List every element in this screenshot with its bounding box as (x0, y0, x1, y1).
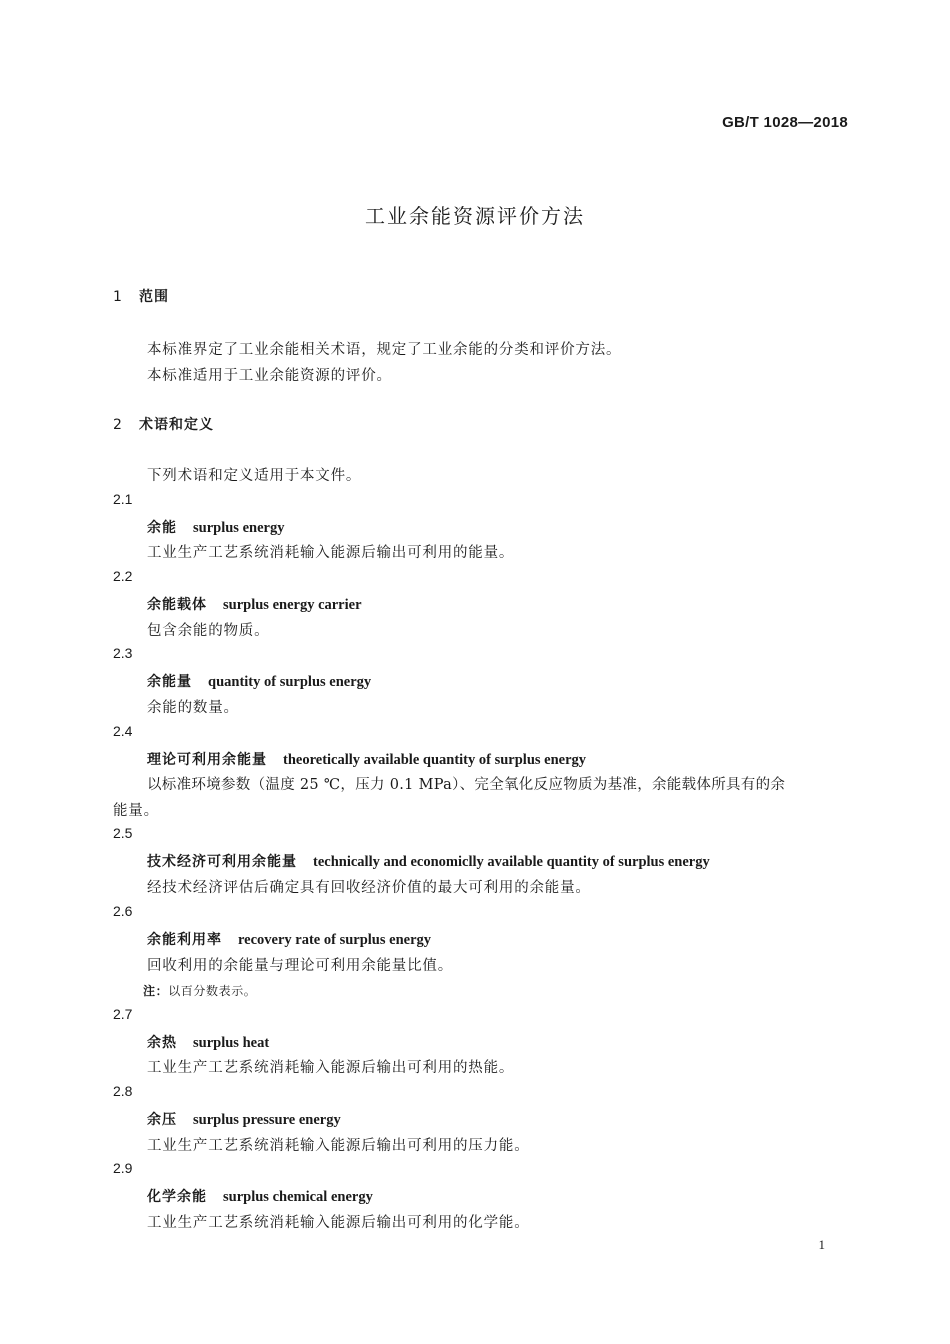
term-definition: 工业生产工艺系统消耗输入能源后输出可利用的能量。 (147, 545, 515, 561)
scope-paragraph: 本标准适用于工业余能资源的评价。 (147, 368, 392, 384)
term-entry (147, 851, 710, 871)
term-definition: 经技术经济评估后确定具有回收经济价值的最大可利用的余能量。 (147, 880, 591, 896)
term-entry (147, 1032, 269, 1052)
term-entry (147, 594, 362, 614)
term-english: surplus energy carrier (223, 597, 362, 613)
section-number: 2 (113, 417, 122, 433)
term-number: 2.2 (113, 568, 133, 584)
term-english: surplus pressure energy (193, 1112, 341, 1128)
term-number: 2.7 (113, 1006, 133, 1022)
term-entry (147, 517, 284, 537)
note-label: 注： (143, 984, 169, 998)
term-chinese: 理论可利用余能量 (147, 752, 267, 768)
term-number: 2.8 (113, 1083, 133, 1099)
section-title: 术语和定义 (139, 417, 214, 433)
term-number: 2.5 (113, 825, 133, 841)
term-english: technically and economiclly available quantity of surplus energy (313, 854, 710, 870)
section-number: 1 (113, 289, 122, 305)
term-definition-continued: 能量。 (113, 803, 159, 819)
term-english: quantity of surplus energy (208, 674, 372, 690)
term-english: surplus chemical energy (223, 1189, 373, 1205)
term-number: 2.4 (113, 723, 133, 739)
term-entry (147, 749, 586, 769)
terms-intro: 下列术语和定义适用于本文件。 (147, 468, 362, 484)
term-chinese: 余能量 (147, 674, 192, 690)
term-definition: 工业生产工艺系统消耗输入能源后输出可利用的热能。 (147, 1060, 515, 1076)
term-number: 2.9 (113, 1160, 133, 1176)
term-entry (147, 671, 371, 691)
term-chinese: 化学余能 (147, 1189, 207, 1205)
term-entry (147, 1186, 373, 1206)
term-chinese: 余热 (147, 1035, 177, 1051)
term-definition: 工业生产工艺系统消耗输入能源后输出可利用的压力能。 (147, 1138, 530, 1154)
section-title: 范围 (139, 289, 169, 305)
term-english: surplus heat (193, 1035, 270, 1051)
term-number: 2.3 (113, 645, 133, 661)
term-definition: 工业生产工艺系统消耗输入能源后输出可利用的化学能。 (147, 1215, 530, 1231)
term-number: 2.1 (113, 491, 133, 507)
term-chinese: 余能利用率 (147, 932, 222, 948)
scope-paragraph: 本标准界定了工业余能相关术语，规定了工业余能的分类和评价方法。 (147, 342, 622, 358)
term-english: surplus energy (193, 520, 285, 536)
page-number: 1 (818, 1237, 825, 1252)
term-chinese: 余能载体 (147, 597, 207, 613)
section-heading-terms (113, 414, 214, 434)
term-chinese: 技术经济可利用余能量 (147, 854, 297, 870)
term-entry (147, 1109, 341, 1129)
term-definition: 包含余能的物质。 (147, 623, 270, 639)
note-text: 以百分数表示。 (168, 984, 257, 998)
term-definition: 以标准环境参数（温度 25 ℃，压力 0.1 MPa）、完全氧化反应物质为基准，余能载体所具有的余 (147, 777, 786, 793)
section-heading-scope (113, 286, 169, 306)
term-number: 2.6 (113, 903, 133, 919)
standard-number: GB/T 1028—2018 (722, 114, 848, 131)
term-definition: 余能的数量。 (147, 700, 239, 716)
term-chinese: 余压 (147, 1112, 177, 1128)
term-chinese: 余能 (147, 520, 177, 536)
term-english: theoretically available quantity of surplus energy (283, 752, 587, 768)
document-title: 工业余能资源评价方法 (365, 204, 585, 228)
term-english: recovery rate of surplus energy (238, 932, 432, 948)
term-note (143, 982, 256, 999)
term-definition: 回收利用的余能量与理论可利用余能量比值。 (147, 958, 453, 974)
term-entry (147, 929, 431, 949)
